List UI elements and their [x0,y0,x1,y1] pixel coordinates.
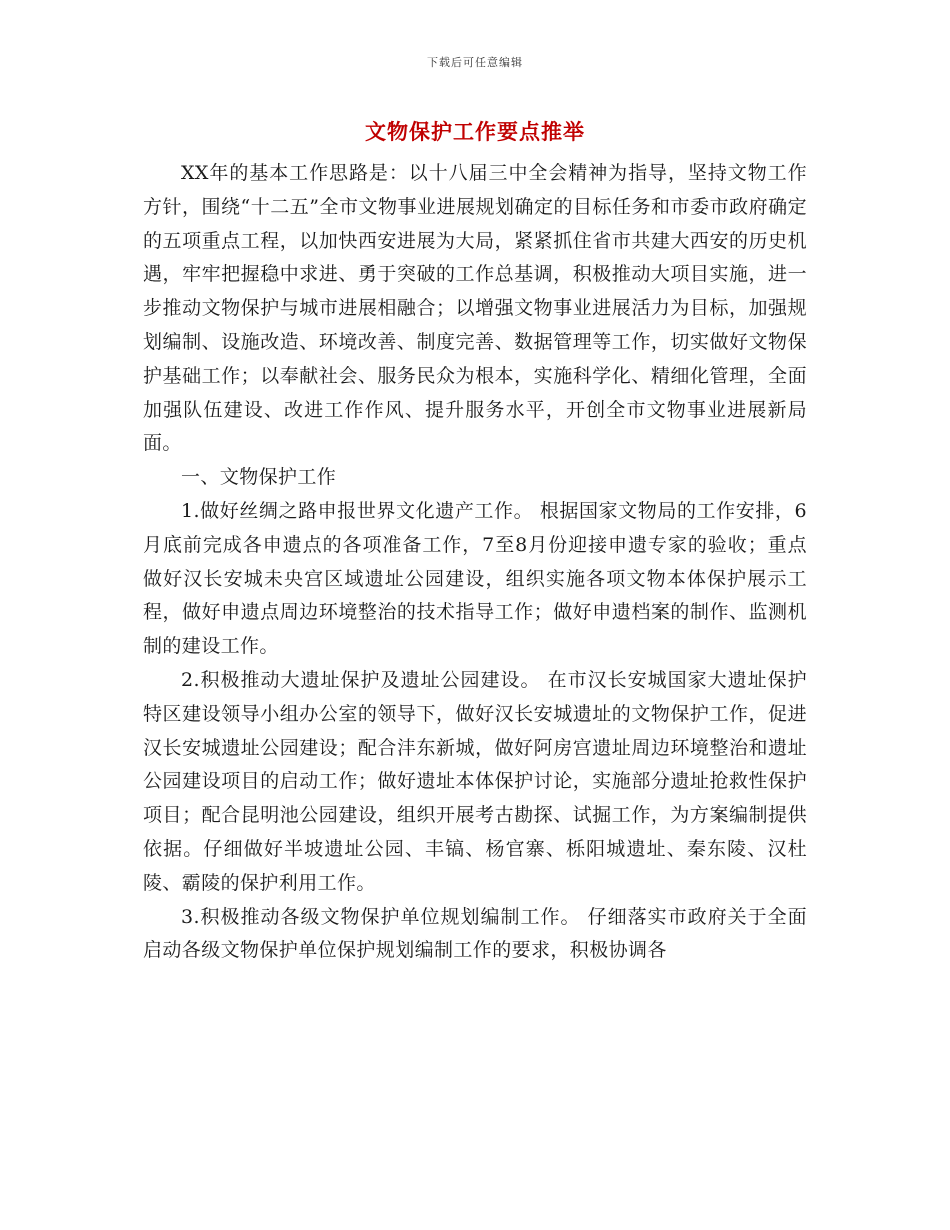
item-paragraph-3: 3.积极推动各级文物保护单位规划编制工作。 仔细落实市政府关于全面启动各级文物保护单位保护规划编制工作的要求，积极协调各 [143,905,807,962]
item-paragraph-1: 1.做好丝绸之路申报世界文化遗产工作。 根据国家文物局的工作安排，6月底前完成各申遗点的各项准备工作，7至8月份迎接申遗专家的验收；重点做好汉长安城未央宫区域遗址公园建设，组织实施各项文物本体保护展示工程，做好申遗点周边环境整治的技术指导工作；做好申遗档案的制作、监测机制的建设工作。 [143,499,807,658]
section-heading-1: 一、文物保护工作 [181,466,337,489]
document-body [143,157,807,968]
intro-paragraph: XX年的基本工作思路是：以十八届三中全会精神为指导，坚持文物工作方针，围绕“十二五”全市文物事业进展规划确定的目标任务和市委市政府确定的五项重点工程，以加快西安进展为大局，紧紧抓住省市共建大西安的历史机遇，牢牢把握稳中求进、勇于突破的工作总基调，积极推动大项目实施，进一步推动文物保护与城市进展相融合；以增强文物事业进展活力为目标，加强规划编制、设施改造、环境改善、制度完善、数据管理等工作，切实做好文物保护基础工作；以奉献社会、服务民众为根本，实施科学化、精细化管理，全面加强队伍建设、改进工作作风、提升服务水平，开创全市文物事业进展新局面。 [143,162,807,455]
header-note: 下载后可任意编辑 [427,56,523,69]
item-paragraph-2: 2.积极推动大遗址保护及遗址公园建设。 在市汉长安城国家大遗址保护特区建设领导小组办公室的领导下，做好汉长安城遗址的文物保护工作，促进汉长安城遗址公园建设；配合沣东新城，做好阿房宫遗址周边环境整治和遗址公园建设项目的启动工作；做好遗址本体保护讨论，实施部分遗址抢救性保护项目；配合昆明池公园建设，组织开展考古勘探、试掘工作，为方案编制提供依据。仔细做好半坡遗址公园、丰镐、杨官寨、栎阳城遗址、秦东陵、汉杜陵、霸陵的保护利用工作。 [143,668,807,894]
document-title: 文物保护工作要点推举 [365,119,585,144]
